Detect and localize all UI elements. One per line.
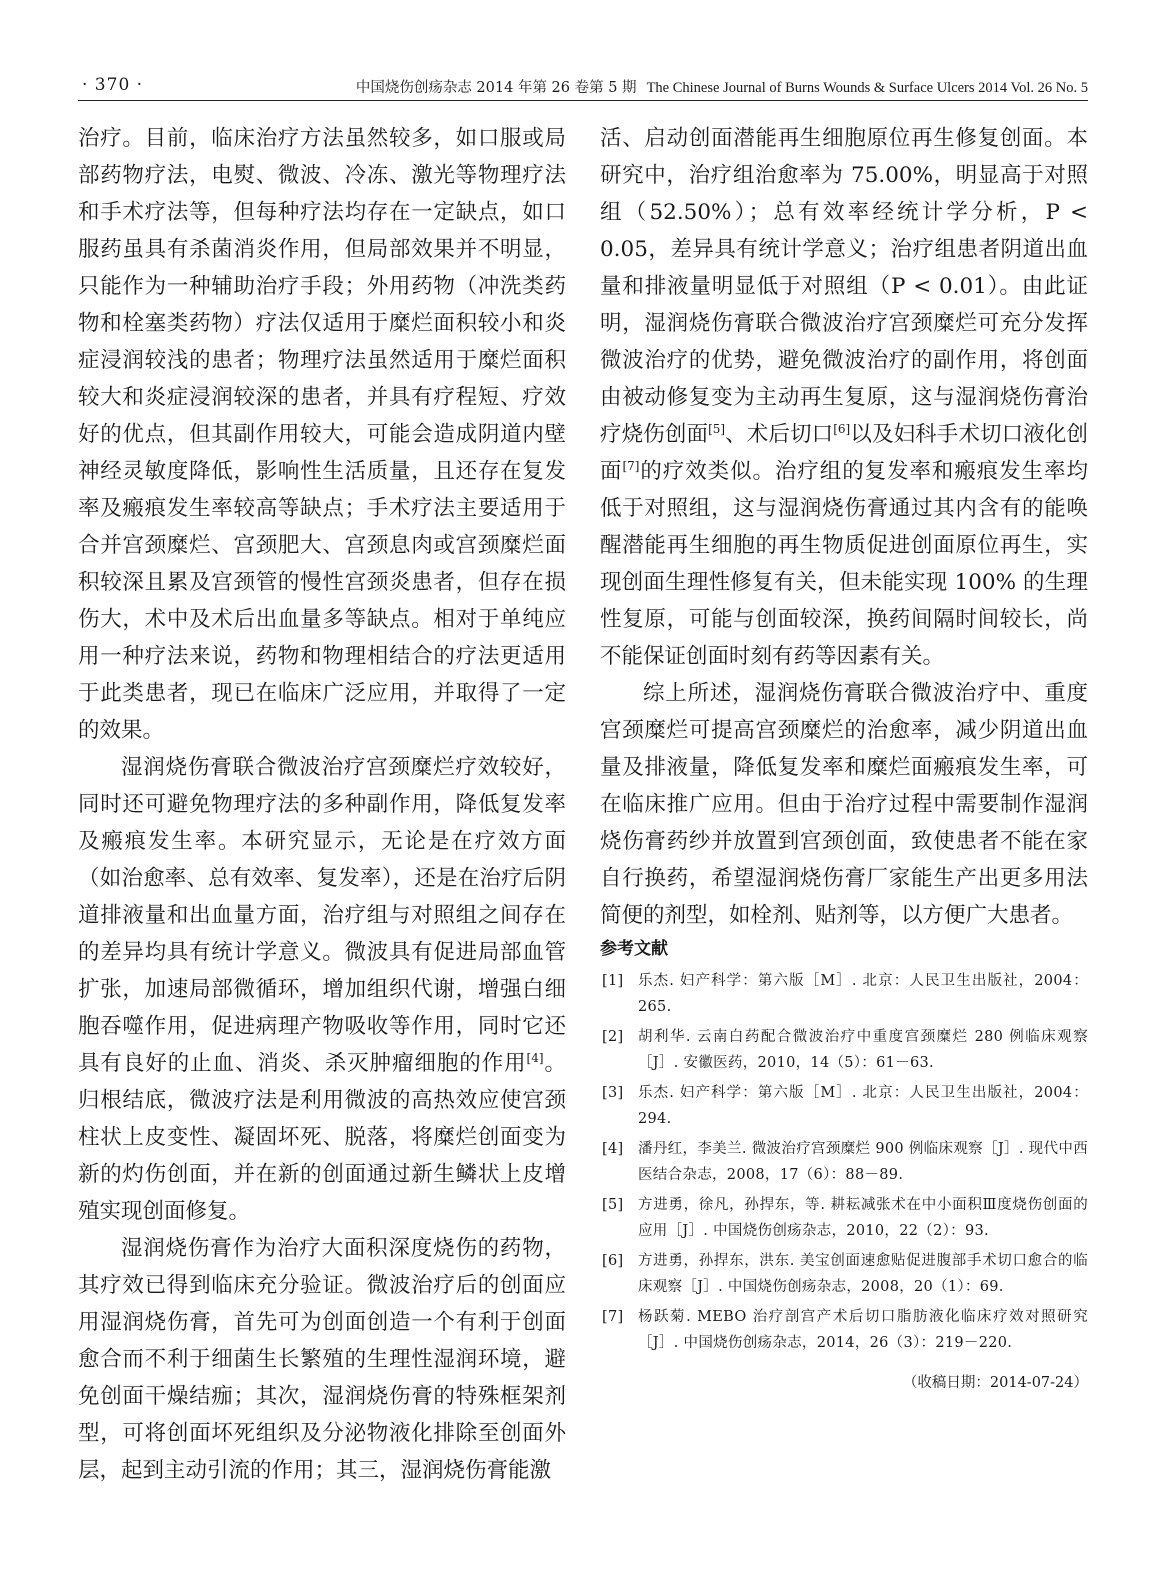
reference-number: [3] xyxy=(602,1085,624,1101)
paragraph-text: 、术后切口 xyxy=(725,422,834,447)
reference-text: 潘丹红，李美兰. 微波治疗宫颈糜烂 900 例临床观察［J］. 现代中西医结合杂志，2008，17（6）：88－89. xyxy=(638,1141,1088,1183)
journal-title-cn: 中国烧伤创疡杂志 2014 年第 26 卷第 5 期 xyxy=(355,80,637,96)
references-heading: 参考文献 xyxy=(600,939,668,959)
reference-text: 乐杰. 妇产科学：第六版［M］. 北京：人民卫生出版社，2004：265. xyxy=(638,973,1088,1015)
paragraph-conclusion: 综上所述，湿润烧伤膏联合微波治疗中、重度宫颈糜烂可提高宫颈糜烂的治愈率，减少阴道出血量及排液量，降低复发率和糜烂面瘢痕发生率，可在临床推广应用。但由于治疗过程中需要制作湿润烧伤膏药纱并放置到宫颈创面，致使患者不能在家自行换药，希望湿润烧伤膏厂家能生产出更多用法简便的剂型，如栓剂、贴剂等，以方便广大患者。 xyxy=(600,681,1088,928)
reference-text: 胡利华. 云南白药配合微波治疗中重度宫颈糜烂 280 例临床观察［J］. 安徽医药，2010，14（5）：61－63. xyxy=(638,1029,1088,1071)
paragraph-text: 以及妇科手术切口液化创面 xyxy=(600,422,1088,484)
received-date: （收稿日期：2014-07-24） xyxy=(902,1375,1088,1391)
page-number: · 370 · xyxy=(82,75,144,95)
reference-number: [1] xyxy=(602,973,624,989)
paragraph-treatment-methods: 治疗。目前，临床治疗方法虽然较多，如口服或局部药物疗法，电熨、微波、冷冻、激光等物理疗法和手术疗法等，但每种疗法均存在一定缺点，如口服药虽具有杀菌消炎作用，但局部效果并不明显，只能作为一种辅助治疗手段；外用药物（冲洗类药物和栓塞类药物）疗法仅适用于糜烂面积较小和炎症浸润较浅的患者；物理疗法虽然适用于糜烂面积较大和炎症浸润较深的患者，并具有疗程短、疗效好的优点，但其副作用较大，可能会造成阴道内壁神经灵敏度降低，影响性生活质量，且还存在复发率及瘢痕发生率较高等缺点；手术疗法主要适用于合并宫颈糜烂、宫颈肥大、宫颈息肉或宫颈糜烂面积较深且累及宫颈管的慢性宫颈炎患者，但存在损伤大，术中及术后出血量多等缺点。相对于单纯应用一种疗法来说，药物和物理相结合的疗法更适用于此类患者，现已在临床广泛应用，并取得了一定的效果。 xyxy=(78,126,566,743)
reference-number: [6] xyxy=(602,1253,624,1269)
paragraph-text: 湿润烧伤膏联合微波治疗宫颈糜烂疗效较好，同时还可避免物理疗法的多种副作用，降低复发率及瘢痕发生率。本研究显示，无论是在疗效方面（如治愈率、总有效率、复发率），还是在治疗后阴道排液量和出血量方面，治疗组与对照组之间存在的差异均具有统计学意义。微波具有促进局部血管扩张，加速局部微循环，增加组织代谢，增强白细胞吞噬作用，促进病理产物吸收等作用，同时它还具有良好的止血、消炎、杀灭肿瘤细胞的作用 xyxy=(78,755,566,1076)
reference-text: 乐杰. 妇产科学：第六版［M］. 北京：人民卫生出版社，2004：294. xyxy=(638,1085,1088,1127)
citation-ref-7: [7] xyxy=(622,458,640,473)
reference-item xyxy=(600,968,1088,1020)
paragraph-mebo-effect: 湿润烧伤膏作为治疗大面积深度烧伤的药物，其疗效已得到临床充分验证。微波治疗后的创面应用湿润烧伤膏，首先可为创面创造一个有利于创面愈合而不利于细菌生长繁殖的生理性湿润环境，避免创面干燥结痂；其次，湿润烧伤膏的特殊框架剂型，可将创面坏死组织及分泌物液化排除至创面外层，起到主动引流的作用；其三，湿润烧伤膏能激 xyxy=(78,1236,566,1483)
reference-number: [7] xyxy=(602,1309,624,1325)
citation-ref-4: [4] xyxy=(526,1050,544,1065)
reference-item xyxy=(600,1248,1088,1300)
reference-number: [2] xyxy=(602,1029,624,1045)
paragraph-text: 的疗效类似。治疗组的复发率和瘢痕发生率均低于对照组，这与湿润烧伤膏通过其内含有的能唤醒潜能再生细胞的再生物质促进创面原位再生，实现创面生理性修复有关，但未能实现 100% 的生理性复原，可能与创面较深，换药间隔时间较长，尚不能保证创面时刻有药等因素有关。 xyxy=(600,459,1088,669)
reference-item xyxy=(600,1304,1088,1356)
running-header xyxy=(78,72,1088,101)
journal-title-en: The Chinese Journal of Burns Wounds & Surface Ulcers 2014 Vol. 26 No. 5 xyxy=(646,80,1088,96)
reference-text: 杨跃菊. MEBO 治疗剖宫产术后切口脂肪液化临床疗效对照研究［J］. 中国烧伤创疡杂志，2014，26（3）：219－220. xyxy=(638,1309,1088,1351)
citation-ref-5: [5] xyxy=(708,421,726,436)
reference-text: 方进勇，孙捍东，洪东. 美宝创面速愈贴促进腹部手术切口愈合的临床观察［J］. 中国烧伤创疡杂志，2008，20（1）：69. xyxy=(638,1253,1088,1295)
paragraph-microwave-effect xyxy=(78,749,566,1230)
reference-item xyxy=(600,1024,1088,1076)
reference-text: 方进勇，徐凡，孙捍东，等. 耕耘减张术在中小面积Ⅲ度烧伤创面的应用［J］. 中国烧伤创疡杂志，2010，22（2）：93. xyxy=(638,1197,1088,1239)
paragraph-results-discussion xyxy=(600,120,1088,675)
reference-item xyxy=(600,1192,1088,1244)
left-column xyxy=(78,120,566,1489)
paragraph-text: 活、启动创面潜能再生细胞原位再生修复创面。本研究中，治疗组治愈率为 75.00%，明显高于对照组（52.50%）；总有效率经统计学分析，P < 0.05，差异具有统计学意义；治疗组患者阴道出血量和排液量明显低于对照组（P < 0.01）。由此证明，湿润烧伤膏联合微波治疗宫颈糜烂可充分发挥微波治疗的优势，避免微波治疗的副作用，将创面由被动修复变为主动再生复原，这与湿润烧伤膏治疗烧伤创面 xyxy=(600,126,1088,447)
paragraph-text: 。归根结底，微波疗法是利用微波的高热效应使宫颈柱状上皮变性、凝固坏死、脱落，将糜烂创面变为新的灼伤创面，并在新的创面通过新生鳞状上皮增殖实现创面修复。 xyxy=(78,1051,566,1224)
reference-item xyxy=(600,1136,1088,1188)
right-column xyxy=(600,120,1088,1396)
reference-number: [5] xyxy=(602,1197,624,1213)
reference-number: [4] xyxy=(602,1141,624,1157)
journal-citation xyxy=(356,76,1088,97)
reference-list xyxy=(600,968,1088,1356)
citation-ref-6: [6] xyxy=(833,421,851,436)
reference-item xyxy=(600,1080,1088,1132)
